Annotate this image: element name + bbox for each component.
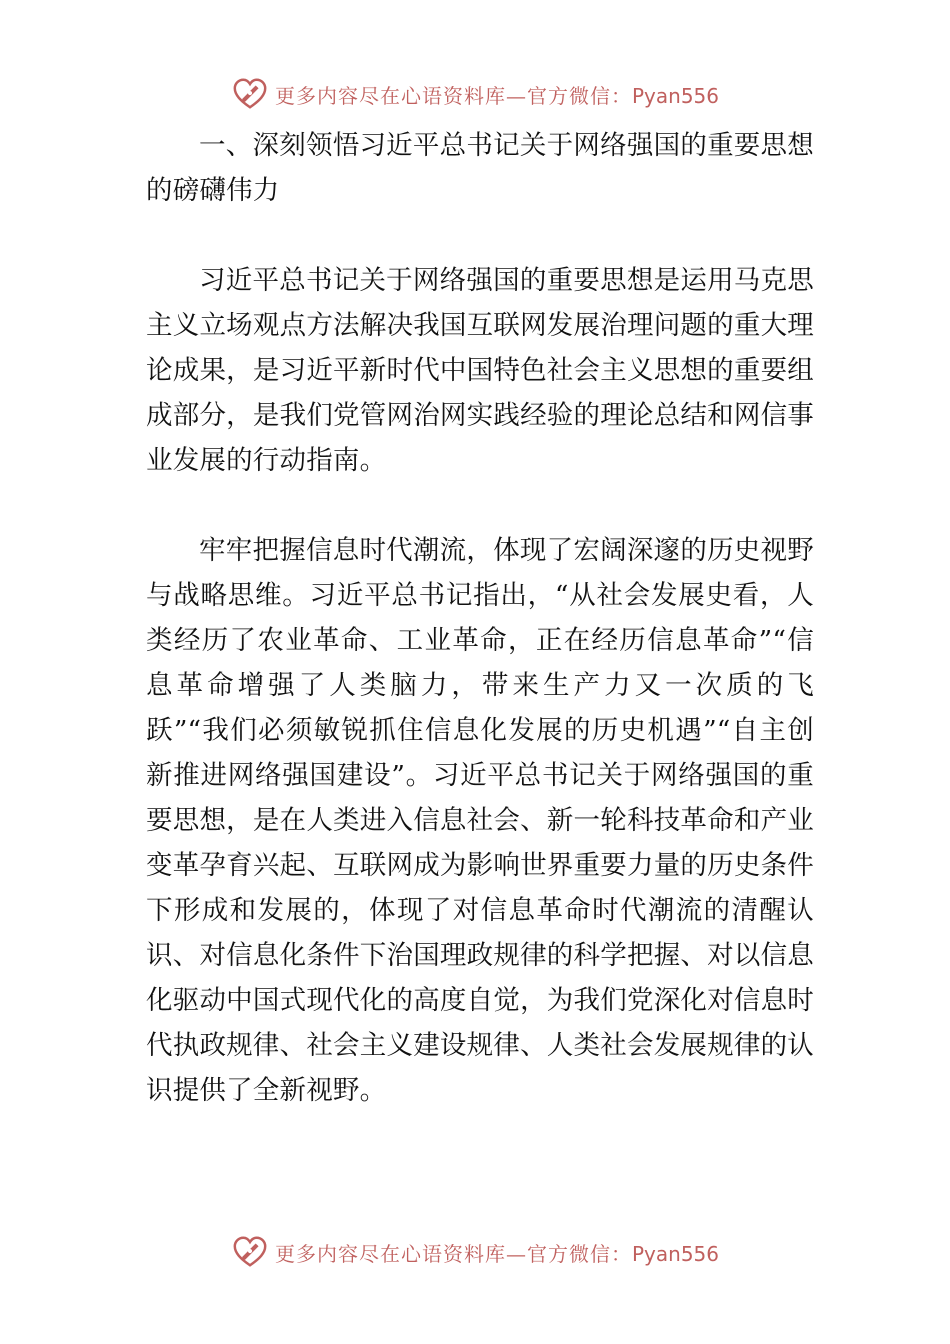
- heart-pen-logo-icon: [231, 75, 269, 113]
- paragraph-1: 习近平总书记关于网络强国的重要思想是运用马克思主义立场观点方法解决我国互联网发展治理问题的重大理论成果，是习近平新时代中国特色社会主义思想的重要组成部分，是我们党管网治网实践经验的理论总结和网信事业发展的行动指南。: [146, 265, 814, 476]
- footer-watermark-banner: [0, 1230, 950, 1274]
- watermark-text: 更多内容尽在心语资料库—官方微信：Pyan556: [274, 83, 719, 108]
- paragraph-2: 牢牢把握信息时代潮流，体现了宏阔深邃的历史视野与战略思维。习近平总书记指出，“从社会发展史看，人类经历了农业革命、工业革命，正在经历信息革命”“信息革命增强了人类脑力，带来生产力又一次质的飞跃”“我们必须敏锐抓住信息化发展的历史机遇”“自主创新推进网络强国建设”。习近平总书记关于网络强国的重要思想，是在人类进入信息社会、新一轮科技革命和产业变革孕育兴起、互联网成为影响世界重要力量的历史条件下形成和发展的，体现了对信息革命时代潮流的清醒认识、对信息化条件下治国理政规律的科学把握、对以信息化驱动中国式现代化的高度自觉，为我们党深化对信息时代执政规律、社会主义建设规律、人类社会发展规律的认识提供了全新视野。: [146, 535, 814, 1106]
- header-watermark-banner: [0, 72, 950, 116]
- document-body: [146, 123, 814, 1113]
- section-heading: 一、深刻领悟习近平总书记关于网络强国的重要思想的磅礴伟力: [146, 130, 814, 206]
- wechat-id: Pyan556: [631, 1241, 719, 1266]
- watermark-text: 更多内容尽在心语资料库—官方微信：Pyan556: [274, 1241, 719, 1266]
- wechat-id: Pyan556: [631, 83, 719, 108]
- heart-pen-logo-icon: [231, 1233, 269, 1271]
